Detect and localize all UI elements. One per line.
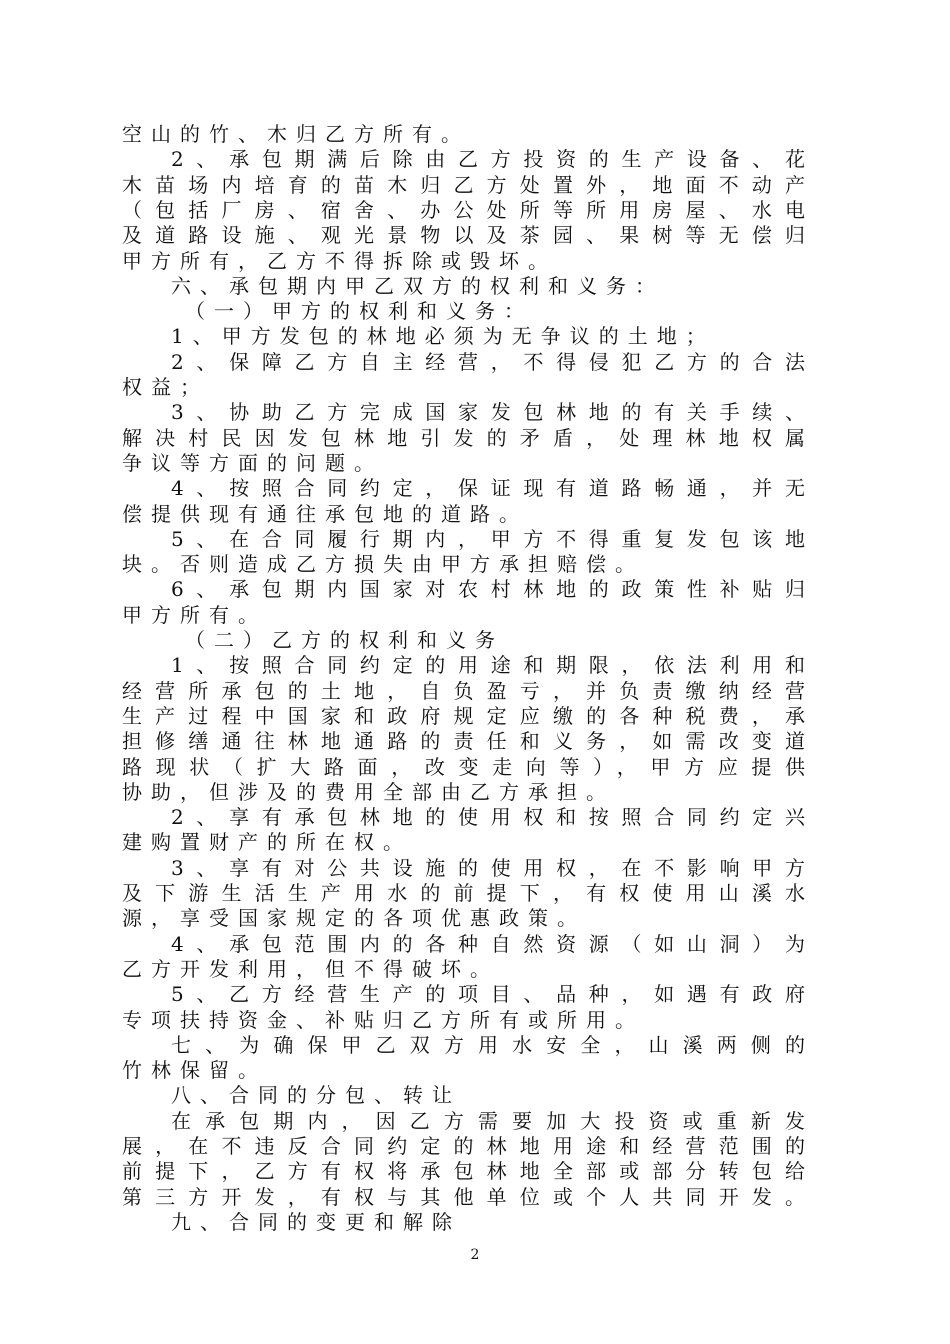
subsection-heading: （一）甲方的权利和义务： xyxy=(185,299,533,324)
text-line: 源，享受国家规定的各项优惠政策。 xyxy=(122,906,586,931)
text-line: 块。否则造成乙方损失由甲方承担赔偿。 xyxy=(122,552,644,577)
text-line: 甲方所有，乙方不得拆除或毁坏。 xyxy=(122,248,557,273)
text-line: 5、乙方经营生产的项目、品种，如遇有政府 xyxy=(171,982,814,1007)
text-line: 乙方开发利用，但不得破坏。 xyxy=(122,956,499,981)
text-line: 竹林保留。 xyxy=(122,1058,267,1083)
text-line: 及下游生活生产用水的前提下，有权使用山溪水 xyxy=(122,881,814,905)
text-line: 4、按照合同约定，保证现有道路畅通，并无 xyxy=(171,476,814,501)
page-number: 2 xyxy=(470,1247,480,1263)
text-line: 建购置财产的所在权。 xyxy=(122,830,412,855)
text-line: 及道路设施、观光景物以及茶园、果树等无偿归 xyxy=(122,223,814,248)
section-heading: 九、合同的变更和解除 xyxy=(171,1209,461,1234)
text-line: 木苗场内培育的苗木归乙方处置外，地面不动产 xyxy=(122,172,814,197)
text-line: 2、承包期满后除由乙方投资的生产设备、花 xyxy=(171,147,814,172)
text-line: 5、在合同履行期内，甲方不得重复发包该地 xyxy=(171,526,814,551)
text-line: 专项扶持资金、补贴归乙方所有或所用。 xyxy=(122,1007,644,1032)
section-heading: 七、为确保甲乙双方用水安全，山溪两侧的 xyxy=(171,1032,814,1057)
text-line: 在承包期内，因乙方需要加大投资或重新发 xyxy=(171,1108,814,1133)
text-line: 3、协助乙方完成国家发包林地的有关手续、 xyxy=(171,400,814,425)
text-line: 偿提供现有通往承包地的道路。 xyxy=(122,501,528,526)
text-line: （包括厂房、宿舍、办公处所等所用房屋、水电 xyxy=(122,197,814,222)
text-line: 前提下，乙方有权将承包林地全部或部分转包给 xyxy=(122,1159,814,1184)
text-line: 争议等方面的问题。 xyxy=(122,450,383,475)
text-line: 第三方开发，有权与其他单位或个人共同开发。 xyxy=(122,1184,814,1209)
text-line: 2、保障乙方自主经营，不得侵犯乙方的合法 xyxy=(171,349,814,374)
text-line: 解决村民因发包林地引发的矛盾，处理林地权属 xyxy=(122,425,814,450)
subsection-heading: （二）乙方的权利和义务 xyxy=(185,628,504,652)
text-line: 2、享有承包林地的使用权和按照合同约定兴 xyxy=(171,805,814,830)
text-line: 1、按照合同约定的用途和期限，依法利用和 xyxy=(171,653,814,678)
text-line: 生产过程中国家和政府规定应缴的各种税费，承 xyxy=(122,703,814,728)
text-line: 3、享有对公共设施的使用权，在不影响甲方 xyxy=(171,855,814,880)
text-line: 协助，但涉及的费用全部由乙方承担。 xyxy=(122,779,615,804)
text-line: 6、承包期内国家对农村林地的政策性补贴归 xyxy=(171,577,814,602)
section-heading: 六、承包期内甲乙双方的权利和义务： xyxy=(171,273,664,298)
text-line: 空山的竹、木归乙方所有。 xyxy=(122,122,470,146)
text-line: 担修缮通往林地通路的责任和义务，如需改变道 xyxy=(122,729,814,754)
text-line: 展，在不违反合同约定的林地用途和经营范围的 xyxy=(122,1134,814,1158)
section-heading: 八、合同的分包、转让 xyxy=(171,1083,461,1108)
text-line: 经营所承包的土地，自负盈亏，并负责缴纳经营 xyxy=(122,678,814,703)
text-line: 权益； xyxy=(122,375,209,399)
text-line: 1、甲方发包的林地必须为无争议的土地； xyxy=(171,324,715,349)
text-line: 甲方所有。 xyxy=(122,602,267,627)
text-line: 4、承包范围内的各种自然资源（如山洞）为 xyxy=(171,931,814,956)
text-line: 路现状（扩大路面，改变走向等），甲方应提供 xyxy=(122,754,814,779)
